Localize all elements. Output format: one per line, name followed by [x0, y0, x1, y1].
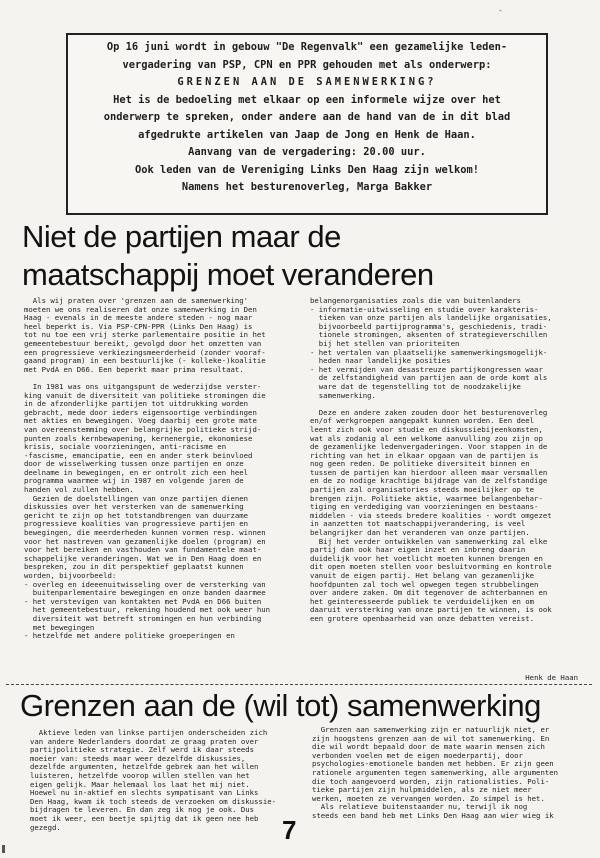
page-number: 7: [282, 815, 297, 845]
article1-author: Henk de Haan: [525, 673, 578, 682]
article1-right-column: belangenorganisaties zoals die van buitenlanders - informatie-uitwisseling en studie over karakteris- tieken van onze partijen als landelijke organisaties, bijvoorbeeld partijprogramma's, geschiedenis, tradi- tionele stromingen, aksenten of strategieverschillen bij het stellen van prioriteiten - het vertalen van plaatselijke samenwerkingsmogelijk- heden naar landelijke posities - het vermijden van desastreuze partijkongressen waar de zelfstandigheid van partijen aan de orde komt als ware dat de tegenstelling tot de noodzakelijke samenwerking. Deze en andere zaken zouden door het besturenoverleg en/of werkgroepen aangepakt kunnen worden. Een deel leent zich ook voor studie en diskussiebijeenkomsten, wat als zodanig al een welkome aanvulling zou zijn op de gezamenlijke ledenvergaderingen. Voor stappen in de richting van het in elkaar opgaan van de partijen is nog geen reden. De politieke diversiteit binnen en tussen de partijen kan hierdoor alleen maar versmallen en de zo nodige krachtige bijdrage van de zelfstandige partijen zal organisatories steeds moeilijker op te brengen zijn. Politieke aktie, waarmee belangenbehar- tiging en verdediging van voorzieningen en bestaans- middelen - via steeds bredere koalities - wordt omgezet in aanzetten tot maatschappijverandering, is veel belangrijker dan het veranderen van onze partijen. Bij het verder ontwikkelen van samenwerking zal elke partij dan ook haar eigen inzet en inbreng daarin duidelijk voor het voetlicht moeten kunnen brengen en dit open moeten stellen voor besluitvorming en kontrole vanuit de eigen partij. Het belang van gezamenlijke hoofdpunten zal toch wel opwegen tegen strubbelingen over andere zaken. Om dit tegenover de achterbannen en het geinteresseerde publiek te verduidelijken en om daaruit versterking van onze partijen te winnen, is ook een grotere openbaarheid van onze debatten vereist.: [310, 297, 552, 623]
notice-topic: GRENZEN AAN DE SAMENWERKING?: [177, 76, 437, 88]
article2-left-column: Aktieve leden van linkse partijen onderscheiden zich van andere Nederlanders doordat ze graag praten over partijpolitieke strategie. Zelf werd ik daar steeds moeier van: steeds maar weer dezelfde diskussies, dezelfde argumenten, hetzelfde gebrek aan het willen luisteren, hetzelfde voorop willen stellen van het eigen gelijk. Maar helemaal los laat het mij niet. Hoewel nu in-aktief en slechts sympatisant van Links Den Haag, kwam ik toch steeds de verzoeken om diskussie- bijdragen te leveren. En dan zeg ik nog je ook. Dus moet ik weer, een beetje spijtig dat ik geen nee heb gezegd.: [30, 729, 277, 832]
article1-left-column: Als wij praten over 'grenzen aan de samenwerking' moeten we ons realiseren dat onze samenwerking in Den Haag - evenals in de meeste andere steden - nog maar heel beperkt is. Via PSP-CPN-PPR (Links Den Haag) is tot nu toe een vrij sterke parlementaire positie in het gemeentebestuur bereikt, gevolgd door het omzetten van een progressieve verkiezingsmeerderheid (zonder vooraf- gaand program) in een bestuurlijke (- kolleke-)koalitie met PvdA en D66. Een beperkt maar prima resultaat. In 1981 was ons uitgangspunt de wederzijdse verster- king vanuit de diversiteit van politieke stromingen die in de afzonderlijke partijen tot uitdrukking worden gebracht, mede door ieders eigensoortige verbindingen met akties en bewegingen. Voeg daarbij een grote mate van overeenstemming over belangrijke politieke strijd- punten zoals kernbewapening, kernenergie, ekonomiese krisis, sociale voorzieningen, anti-racisme en -fascisme, emancipatie, een en ander sterk beinvloed door de wisselwerking tussen onze partijen en onze deelname in bewegingen, en er ontrolt zich een heel programma waarmee wij in 1987 en volgende jaren de handen vol zullen hebben. Gezien de doelstellingen van onze partijen dienen diskussies over het versterken van de samenwerking gericht te zijn op het totstandbrengen van duurzame progressieve koalities van progressieve partijen en bewegingen, die meerderheden kunnen vormen resp. winnen voor het nastreven van gezamenlijke doelen (program) en voor het bereiken en vasthouden van fundamentele maat- schappelijke veranderingen. Wat we in Den Haag doen en bespreken, zou in dit perspektief geplaatst kunnen worden, bijvoorbeeld: - overleg en ideeenuitwisseling over de versterking van buitenparlementaire bewegingen en onze banden daarmee - het verstevigen van kontakten met PvdA en D66 buiten het gemeentebestuur, rekening houdend met ook weer hun diversiteit wat betreft stromingen en hun verbinding met bewegingen - hetzelfde met andere politieke groeperingen en: [24, 297, 271, 641]
notice-start-time: Aanvang van de vergadering: 20.00 uur.: [188, 146, 426, 158]
section-divider: [6, 684, 592, 685]
notice-line: onderwerp te spreken, onder andere aan de hand van de in dit blad: [103, 111, 511, 123]
article2-headline: Grenzen aan de (wil tot) samenwerking: [20, 688, 541, 723]
notice-line: Het is de bedoeling met elkaar op een informele wijze over het: [113, 93, 501, 106]
notice-line: afgedrukte artikelen van Jaap de Jong en Henk de Haan.: [138, 128, 476, 141]
notice-line: vergadering van PSP, CPN en PPR gehouden met als onderwerp:: [122, 58, 492, 71]
binding-mark: [2, 845, 5, 853]
notice-signature: Namens het besturenoverleg, Marga Bakker: [181, 181, 433, 193]
article2-right-column: Grenzen aan samenwerking zijn er natuurlijk niet, er zijn hoogstens grenzen aan de wil tot samenwerking. En die wil wordt bepaald door de mate waarin mensen zich verbonden voelen met de eigen moederpartij, door psychologies-emotionele banden met hebben. Er zijn geen rationele argumenten tegen samenwerking, alle argumenten die toch aangevoerd worden, zijn rationalisties. Poli- tieke partijen zijn hulpmiddelen, als ze niet meer werken, moeten ze vervangen worden. Zo simpel is het. Als relatieve buitenstaander nu, terwijl ik nog steeds een band heb met Links Den Haag aan wier wieg ik: [312, 726, 559, 820]
article1-headline-line1: Niet de partijen maar de: [22, 219, 341, 254]
meeting-announcement-box: [66, 33, 548, 215]
article1-headline-line2: maatschappij moet veranderen: [22, 257, 434, 292]
corner-mark: -: [498, 6, 503, 15]
notice-welcome: Ook leden van de Vereniging Links Den Haag zijn welkom!: [134, 163, 480, 176]
notice-line: Op 16 juni wordt in gebouw "De Regenvalk" een gezamelijke leden-: [106, 41, 508, 53]
